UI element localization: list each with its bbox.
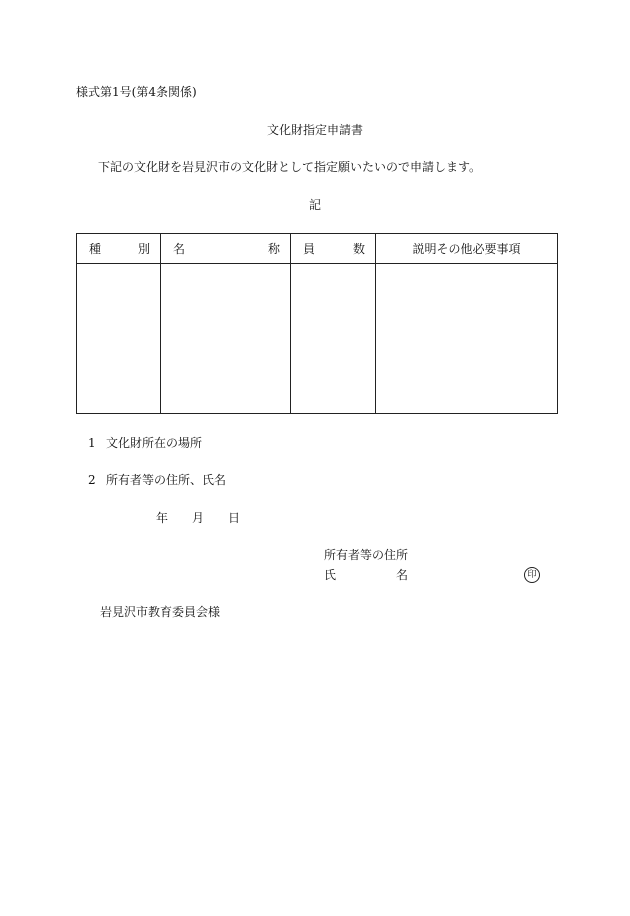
- header-count-char-1: 員: [303, 242, 316, 256]
- date-line: [156, 512, 240, 524]
- cell-description[interactable]: [376, 264, 558, 414]
- header-type-char-1: 種: [89, 242, 102, 256]
- table-row: [77, 264, 558, 414]
- item-number: 2: [88, 473, 96, 487]
- owner-name-label: [324, 569, 408, 581]
- header-type: [77, 234, 161, 264]
- intro-text: 下記の文化財を岩見沢市の文化財として指定願いたいので申請します。: [98, 160, 482, 174]
- list-item: [88, 437, 202, 449]
- cell-type[interactable]: [77, 264, 161, 414]
- item-label: 文化財所在の場所: [106, 436, 203, 450]
- date-day: 日: [228, 511, 241, 525]
- header-name-char-1: 名: [173, 242, 186, 256]
- addressee: 岩見沢市教育委員会様: [100, 605, 221, 619]
- date-month: 月: [192, 511, 205, 525]
- header-description: 説明その他必要事項: [376, 234, 558, 264]
- item-number: 1: [88, 436, 96, 450]
- header-count: [291, 234, 376, 264]
- header-count-char-2: 数: [352, 242, 365, 256]
- document-title: 文化財指定申請書: [266, 123, 363, 137]
- date-year: 年: [156, 511, 169, 525]
- list-item: [88, 474, 226, 486]
- owner-name-char-2: 名: [396, 568, 409, 582]
- form-number: 様式第1号(第4条関係): [76, 85, 197, 99]
- header-type-char-2: 別: [137, 242, 150, 256]
- header-name-char-2: 称: [267, 242, 280, 256]
- table-header-row: [77, 234, 558, 264]
- application-table: [76, 233, 558, 414]
- header-name: [161, 234, 291, 264]
- owner-name-char-1: 氏: [324, 568, 337, 582]
- cell-name[interactable]: [161, 264, 291, 414]
- seal-mark: 印: [524, 567, 540, 583]
- cell-count[interactable]: [291, 264, 376, 414]
- owner-address-label: 所有者等の住所: [324, 548, 409, 562]
- item-label: 所有者等の住所、氏名: [106, 473, 227, 487]
- ki-heading: 記: [308, 198, 321, 212]
